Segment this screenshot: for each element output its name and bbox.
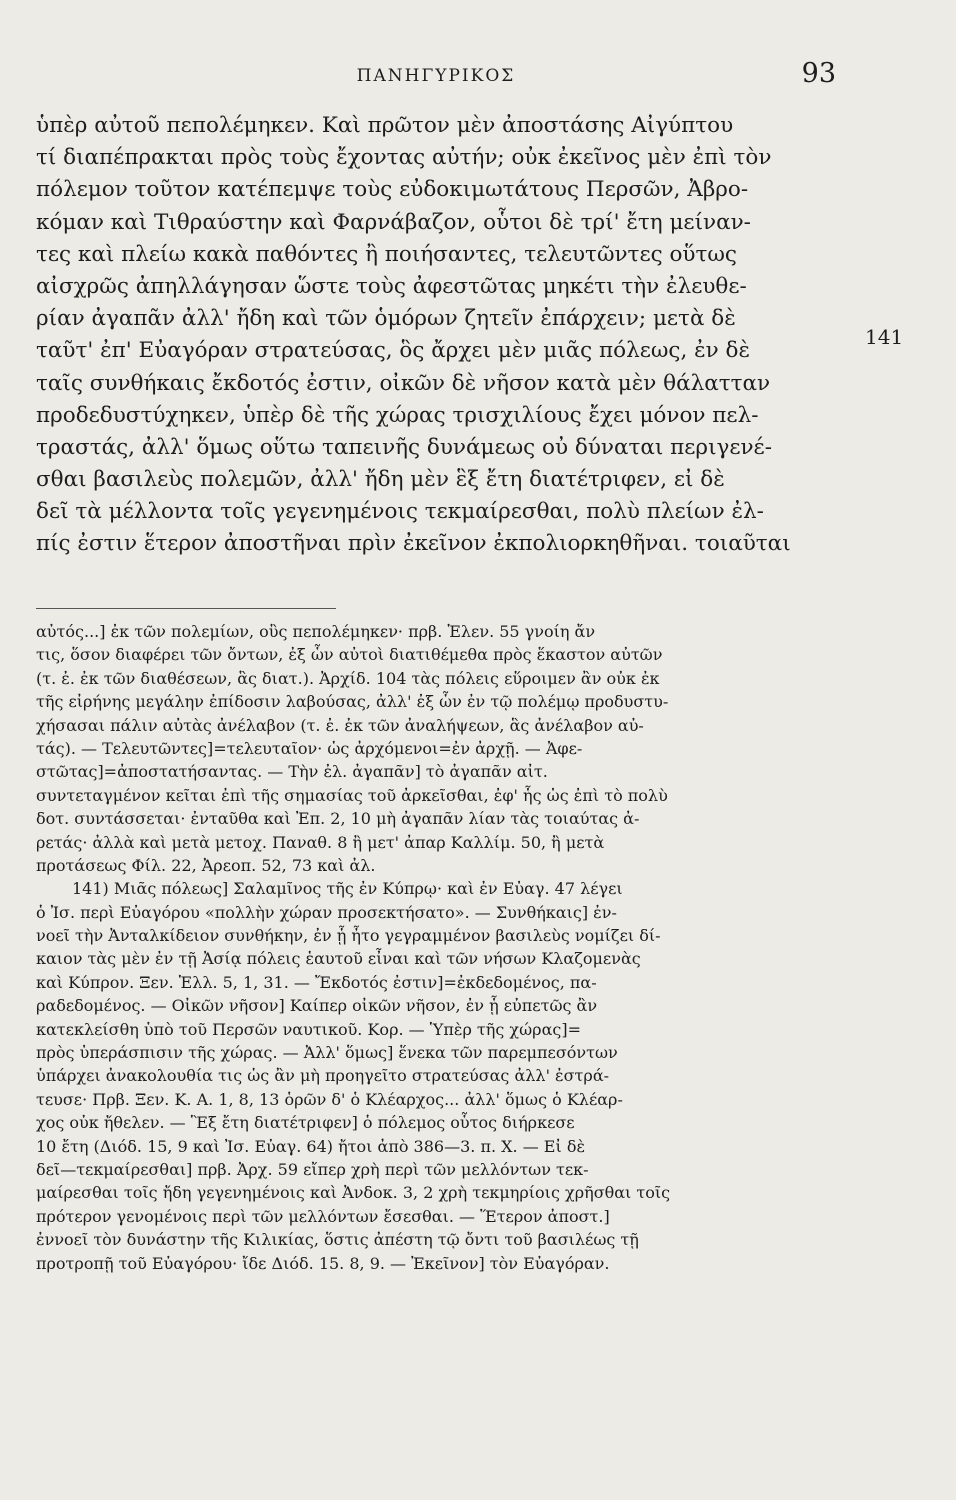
note-line: νοεῖ τὴν Ἀνταλκίδειον συνθήκην, ἐν ᾗ ἦτο γεγραμμένον βασιλεὺς νομίζει δί- — [36, 926, 661, 946]
text-line: ρίαν ἀγαπᾶν ἀλλ' ἤδη καὶ τῶν ὁμόρων ζητεῖν ἐπάρχειν; μετὰ δὲ — [36, 306, 736, 332]
note-line: (τ. ἐ. ἐκ τῶν διαθέσεων, ἃς διατ.). Ἀρχίδ. 104 τὰς πόλεις εὕροιμεν ἂν οὐκ ἐκ — [36, 668, 660, 688]
text-line: πόλεμον τοῦτον κατέπεμψε τοὺς εὐδοκιμωτάτους Περσῶν, Ἀβρο- — [36, 177, 749, 203]
note-line: καιον τὰς μὲν ἐν τῇ Ἀσίᾳ πόλεις ἑαυτοῦ εἶναι καὶ τῶν νήσων Κλαζομενὰς — [36, 949, 641, 969]
note-line: προτροπῇ τοῦ Εὐαγόρου· ἴδε Διόδ. 15. 8, 9. — Ἐκεῖνον] τὸν Εὐαγόραν. — [36, 1253, 610, 1273]
note-line: ὁ Ἰσ. περὶ Εὐαγόρου «πολλὴν χώραν προσεκτήσατο». — Συνθήκαις] ἐν- — [36, 902, 617, 922]
note-line: τις, ὅσον διαφέρει τῶν ὄντων, ἐξ ὧν αὐτοὶ διατιθέμεθα πρὸς ἕκαστον αὐτῶν — [36, 645, 663, 665]
text-line: κόμαν καὶ Τιθραύστην καὶ Φαρνάβαζον, οὗτοι δὲ τρί' ἔτη μείναν- — [36, 209, 751, 235]
note-line: στῶτας]=ἀποστατήσαντας. — Τὴν ἐλ. ἀγαπᾶν] τὸ ἀγαπᾶν αἰτ. — [36, 762, 548, 782]
note-line: 141) Μιᾶς πόλεως] Σαλαμῖνος τῆς ἐν Κύπρῳ· καὶ ἐν Εὐαγ. 47 λέγει — [72, 879, 623, 899]
text-line: προδεδυστύχηκεν, ὑπὲρ δὲ τῆς χώρας τρισχιλίους ἔχει μόνον πελ- — [36, 402, 759, 428]
note-line: κατεκλείσθη ὑπὸ τοῦ Περσῶν ναυτικοῦ. Κορ. — Ὑπὲρ τῆς χώρας]= — [36, 1019, 581, 1039]
text-line: ταῖς συνθήκαις ἔκδοτός ἐστιν, οἰκῶν δὲ νῆσον κατὰ μὲν θάλατταν — [36, 370, 771, 396]
text-line: σθαι βασιλεὺς πολεμῶν, ἀλλ' ἤδη μὲν ἓξ ἔτη διατέτριφεν, εἰ δὲ — [36, 467, 725, 493]
note-line: μαίρεσθαι τοῖς ἤδη γεγενημένοις καὶ Ἀνδοκ. 3, 2 χρὴ τεκμηρίοις χρῆσθαι τοῖς — [36, 1183, 671, 1203]
section-margin-number: 141 — [865, 325, 904, 349]
note-line: χήσασαι πάλιν αὐτὰς ἀνέλαβον (τ. ἐ. ἐκ τῶν ἀναλήψεων, ἃς ἀνέλαβον αὐ- — [36, 715, 644, 735]
text-line: τί διαπέπρακται πρὸς τοὺς ἔχοντας αὐτήν; οὐκ ἐκεῖνος μὲν ἐπὶ τὸν — [36, 145, 772, 171]
note-line: 10 ἔτη (Διόδ. 15, 9 καὶ Ἰσ. Εὐαγ. 64) ἤτοι ἀπὸ 386—3. π. Χ. — Εἰ δὲ — [36, 1136, 586, 1156]
note-line: ραδεδομένος. — Οἰκῶν νῆσον] Καίπερ οἰκῶν νῆσον, ἐν ᾗ εὐπετῶς ἂν — [36, 996, 598, 1016]
note-line: δοτ. συντάσσεται· ἐνταῦθα καὶ Ἐπ. 2, 10 μὴ ἀγαπᾶν λίαν τὰς τοιαύτας ἀ- — [36, 809, 640, 829]
note-line: αὐτός...] ἐκ τῶν πολεμίων, οὓς πεπολέμηκεν· πρβ. Ἑλεν. 55 γνοίη ἄν — [36, 622, 596, 641]
note-line: πρὸς ὑπεράσπισιν τῆς χώρας. — Ἀλλ' ὅμως] ἕνεκα τῶν παρεμπεσόντων — [36, 1043, 618, 1063]
note-line: πρότερον γενομένοις περὶ τῶν μελλόντων ἔσεσθαι. — Ἕτερον ἀποστ.] — [36, 1206, 610, 1226]
text-line: δεῖ τὰ μέλλοντα τοῖς γεγενημένοις τεκμαίρεσθαι, πολὺ πλείων ἐλ- — [36, 499, 764, 525]
footnotes — [36, 620, 842, 1275]
footnote-divider — [36, 608, 336, 609]
note-line: τῆς εἰρήνης μεγάλην ἐπίδοσιν λαβούσας, ἀλλ' ἐξ ὧν ἐν τῷ πολέμῳ προδυστυ- — [36, 692, 669, 712]
note-line: δεῖ—τεκμαίρεσθαι] πρβ. Ἀρχ. 59 εἴπερ χρὴ περὶ τῶν μελλόντων τεκ- — [36, 1159, 589, 1179]
note-line: τάς). — Τελευτῶντες]=τελευταῖον· ὡς ἀρχόμενοι=ἐν ἀρχῇ. — Ἀφε- — [36, 738, 583, 758]
note-line: τευσε· Πρβ. Ξεν. Κ. Α. 1, 8, 13 ὁρῶν δ' ὁ Κλέαρχος... ἀλλ' ὅμως ὁ Κλέαρ- — [36, 1089, 623, 1109]
note-line: συντεταγμένον κεῖται ἐπὶ τῆς σημασίας τοῦ ἀρκεῖσθαι, ἐφ' ἧς ὡς ἐπὶ τὸ πολὺ — [36, 785, 668, 805]
note-line: ἐννοεῖ τὸν δυνάστην τῆς Κιλικίας, ὅστις ἀπέστη τῷ ὄντι τοῦ βασιλέως τῇ — [36, 1230, 639, 1250]
running-title: ΠΑΝΗΓΥΡΙΚΟΣ — [356, 66, 516, 86]
text-line: ὑπὲρ αὐτοῦ πεπολέμηκεν. Καὶ πρῶτον μὲν ἀποστάσης Αἰγύπτου — [36, 113, 734, 138]
text-line: ταῦτ' ἐπ' Εὐαγόραν στρατεύσας, ὃς ἄρχει μὲν μιᾶς πόλεως, ἐν δὲ — [36, 338, 751, 364]
text-line: αἰσχρῶς ἀπηλλάγησαν ὥστε τοὺς ἀφεστῶτας μηκέτι τὴν ἐλευθε- — [36, 273, 747, 299]
note-line: προτάσεως Φίλ. 22, Ἀρεοπ. 52, 73 καὶ ἀλ. — [36, 855, 376, 875]
text-line: πίς ἐστιν ἕτερον ἀποστῆναι πρὶν ἐκεῖνον ἐκπολιορκηθῆναι. τοιαῦται — [36, 531, 791, 557]
text-line: τραστάς, ἀλλ' ὅμως οὕτω ταπεινῆς δυνάμεως οὐ δύναται περιγενέ- — [36, 434, 772, 460]
page-header — [36, 58, 836, 96]
note-line: καὶ Κύπρον. Ξεν. Ἑλλ. 5, 1, 31. — Ἔκδοτός ἐστιν]=ἐκδεδομένος, πα- — [36, 972, 597, 992]
page-number: 93 — [801, 58, 836, 89]
main-text — [36, 110, 842, 561]
note-line: χος οὐκ ἤθελεν. — Ἓξ ἔτη διατέτριφεν] ὁ πόλεμος οὗτος διήρκεσε — [36, 1113, 575, 1133]
note-line: ὑπάρχει ἀνακολουθία τις ὡς ἂν μὴ προηγεῖτο στρατεύσας ἀλλ' ἐστρά- — [36, 1066, 610, 1086]
note-line: ρετάς· ἀλλὰ καὶ μετὰ μετοχ. Παναθ. 8 ἢ μετ' ἀπαρ Καλλίμ. 50, ἢ μετὰ — [36, 832, 605, 852]
text-line: τες καὶ πλείω κακὰ παθόντες ἢ ποιήσαντες, τελευτῶντες οὕτως — [36, 241, 737, 267]
